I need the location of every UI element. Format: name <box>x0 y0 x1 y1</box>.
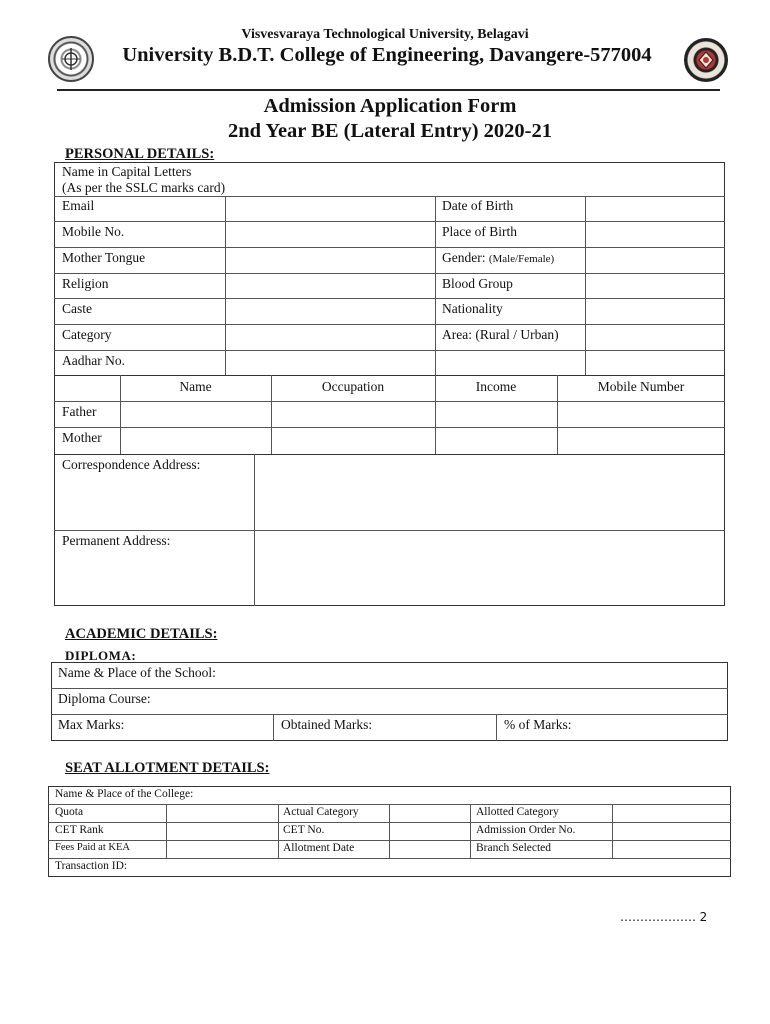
mother-name-field[interactable] <box>121 428 270 454</box>
seat-college-label: Name & Place of the College: <box>55 788 194 800</box>
mobile-label: Mobile No. <box>62 224 125 239</box>
caste-field[interactable] <box>226 299 434 323</box>
permanent-address-field[interactable] <box>255 531 724 605</box>
area-field[interactable] <box>586 325 724 349</box>
aadhar-label: Aadhar No. <box>62 353 125 368</box>
parents-col-mobile: Mobile Number <box>597 379 685 394</box>
nationality-field[interactable] <box>586 299 724 323</box>
percent-marks-field[interactable] <box>585 715 726 740</box>
actual-category-field[interactable] <box>390 805 469 821</box>
mother-tongue-label: Mother Tongue <box>62 250 146 265</box>
correspondence-address-label: Correspondence Address: <box>62 457 201 472</box>
form-title: Admission Application Form <box>263 95 517 117</box>
transaction-id-field[interactable] <box>150 859 730 876</box>
name-label-note: (As per the SSLC marks card) <box>62 180 226 195</box>
allotted-category-field[interactable] <box>613 805 730 821</box>
mother-tongue-field[interactable] <box>226 248 434 272</box>
allotted-category-label: Allotted Category <box>476 806 559 818</box>
seat-college-field[interactable] <box>230 787 730 803</box>
transaction-id-label: Transaction ID: <box>55 860 128 872</box>
father-occupation-field[interactable] <box>272 402 434 426</box>
personal-details-heading: PERSONAL DETAILS: <box>65 146 215 162</box>
correspondence-address-field[interactable] <box>255 455 724 529</box>
parents-col-name: Name <box>179 379 212 394</box>
quota-label: Quota <box>55 806 84 818</box>
branch-selected-label: Branch Selected <box>476 842 552 854</box>
place-of-birth-field[interactable] <box>586 222 724 246</box>
academic-details-heading: ACADEMIC DETAILS: <box>65 626 218 642</box>
cet-rank-field[interactable] <box>167 823 277 839</box>
university-name: Visvesvaraya Technological University, Belagavi <box>241 27 529 42</box>
parents-col-income: Income <box>475 379 517 394</box>
obtained-marks-field[interactable] <box>390 715 495 740</box>
parents-col-occupation: Occupation <box>321 379 385 394</box>
dob-label: Date of Birth <box>442 198 514 213</box>
place-of-birth-label: Place of Birth <box>442 224 517 239</box>
seat-allotment-heading: SEAT ALLOTMENT DETAILS: <box>65 760 270 776</box>
category-field[interactable] <box>226 325 434 349</box>
admission-order-field[interactable] <box>613 823 730 839</box>
religion-label: Religion <box>62 276 109 291</box>
college-emblem-logo <box>684 38 728 82</box>
aadhar-field[interactable] <box>226 351 434 375</box>
vtu-seal-logo <box>48 36 94 82</box>
mother-income-field[interactable] <box>436 428 556 454</box>
cet-no-field[interactable] <box>390 823 469 839</box>
header-divider <box>57 89 720 91</box>
max-marks-label: Max Marks: <box>58 717 125 732</box>
mother-occupation-field[interactable] <box>272 428 434 454</box>
category-label: Category <box>62 327 112 342</box>
admission-order-label: Admission Order No. <box>476 824 576 836</box>
caste-label: Caste <box>62 301 92 316</box>
mobile-field[interactable] <box>226 222 434 246</box>
fees-paid-field[interactable] <box>167 841 277 857</box>
allotment-date-field[interactable] <box>390 841 469 857</box>
dob-field[interactable] <box>586 197 724 220</box>
email-label: Email <box>62 198 95 213</box>
blood-group-label: Blood Group <box>442 276 513 291</box>
form-subtitle: 2nd Year BE (Lateral Entry) 2020-21 <box>228 120 552 142</box>
area-label: Area: (Rural / Urban) <box>442 327 559 342</box>
blood-group-field[interactable] <box>586 274 724 297</box>
father-income-field[interactable] <box>436 402 556 426</box>
diploma-heading: DIPLOMA: <box>65 648 137 663</box>
name-field[interactable] <box>260 163 724 195</box>
allotment-date-label: Allotment Date <box>283 842 355 854</box>
cet-no-label: CET No. <box>283 824 325 836</box>
diploma-course-field[interactable] <box>170 689 726 713</box>
name-label: Name in Capital Letters <box>62 164 192 179</box>
percent-marks-label: % of Marks: <box>504 717 572 732</box>
diploma-course-label: Diploma Course: <box>58 691 151 706</box>
father-name-field[interactable] <box>121 402 270 426</box>
nationality-label: Nationality <box>442 301 503 316</box>
obtained-marks-label: Obtained Marks: <box>281 717 373 732</box>
mother-mobile-field[interactable] <box>558 428 724 454</box>
school-label: Name & Place of the School: <box>58 665 216 680</box>
religion-field[interactable] <box>226 274 434 297</box>
actual-category-label: Actual Category <box>283 806 359 818</box>
father-label: Father <box>62 404 97 419</box>
max-marks-field[interactable] <box>140 715 272 740</box>
mother-label: Mother <box>62 430 102 445</box>
quota-field[interactable] <box>167 805 277 821</box>
cet-rank-label: CET Rank <box>55 824 104 836</box>
fees-paid-label: Fees Paid at KEA <box>55 842 130 853</box>
branch-selected-field[interactable] <box>613 841 730 857</box>
gender-field[interactable] <box>586 248 724 272</box>
father-mobile-field[interactable] <box>558 402 724 426</box>
school-field[interactable] <box>250 663 726 687</box>
page-continuation: ………………. 2 <box>620 910 708 924</box>
email-field[interactable] <box>226 197 434 220</box>
permanent-address-label: Permanent Address: <box>62 533 171 548</box>
gender-label: Gender: (Male/Female) <box>442 250 555 265</box>
college-name: University B.D.T. College of Engineering, Davangere-577004 <box>122 44 652 66</box>
